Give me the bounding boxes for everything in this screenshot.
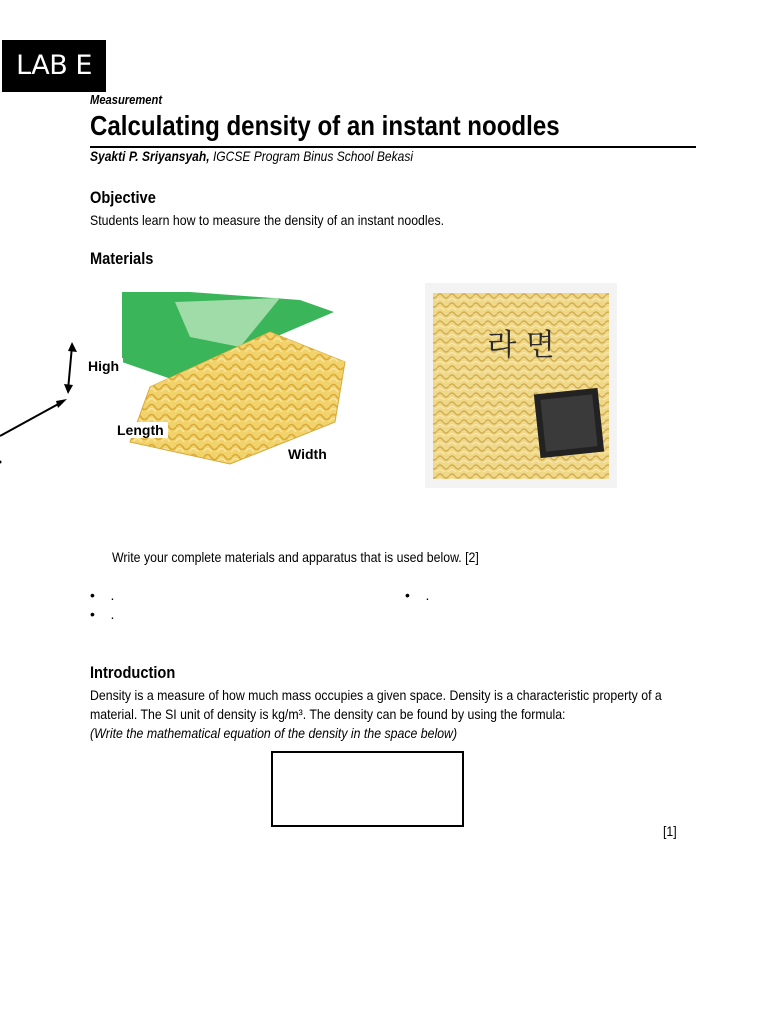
bullet-text: . bbox=[110, 587, 115, 603]
noodle-square-illustration bbox=[425, 283, 617, 488]
label-length: Length bbox=[113, 422, 168, 438]
bullet-item: • . bbox=[90, 587, 115, 603]
bullet-text: . bbox=[425, 587, 430, 603]
bullet-text: . bbox=[110, 606, 115, 622]
author-name: Syakti P. Sriyansyah, bbox=[90, 148, 210, 164]
label-high: High bbox=[84, 358, 123, 374]
page-title: Calculating density of an instant noodles bbox=[90, 110, 560, 141]
lab-badge: LAB E bbox=[2, 40, 106, 92]
noodle-square-image bbox=[425, 283, 617, 488]
bullet-item: • . bbox=[90, 606, 115, 622]
introduction-line-2: material. The SI unit of density is kg/m³. The density can be found by using the formula: bbox=[90, 706, 566, 722]
noodle-block-image bbox=[120, 292, 354, 467]
author-affiliation: IGCSE Program Binus School Bekasi bbox=[209, 148, 414, 164]
bullet-item: • . bbox=[405, 587, 430, 603]
materials-heading: Materials bbox=[90, 249, 154, 268]
objective-text: Students learn how to measure the density of an instant noodles. bbox=[90, 212, 445, 228]
noodle-block-illustration bbox=[120, 292, 354, 467]
author-line bbox=[90, 148, 413, 164]
package-hangul: 라 면 bbox=[487, 328, 555, 363]
objective-heading: Objective bbox=[90, 188, 156, 207]
introduction-line-3: (Write the mathematical equation of the density in the space below) bbox=[90, 725, 458, 741]
label-width: Width bbox=[284, 446, 331, 462]
materials-instruction: Write your complete materials and apparatus that is used below. [2] bbox=[112, 549, 479, 565]
formula-answer-box[interactable] bbox=[271, 751, 464, 827]
introduction-line-1: Density is a measure of how much mass occupies a given space. Density is a characteristic property of a bbox=[90, 687, 662, 703]
subject-label: Measurement bbox=[90, 92, 163, 107]
introduction-heading: Introduction bbox=[90, 663, 176, 682]
marks-label: [1] bbox=[663, 823, 677, 839]
